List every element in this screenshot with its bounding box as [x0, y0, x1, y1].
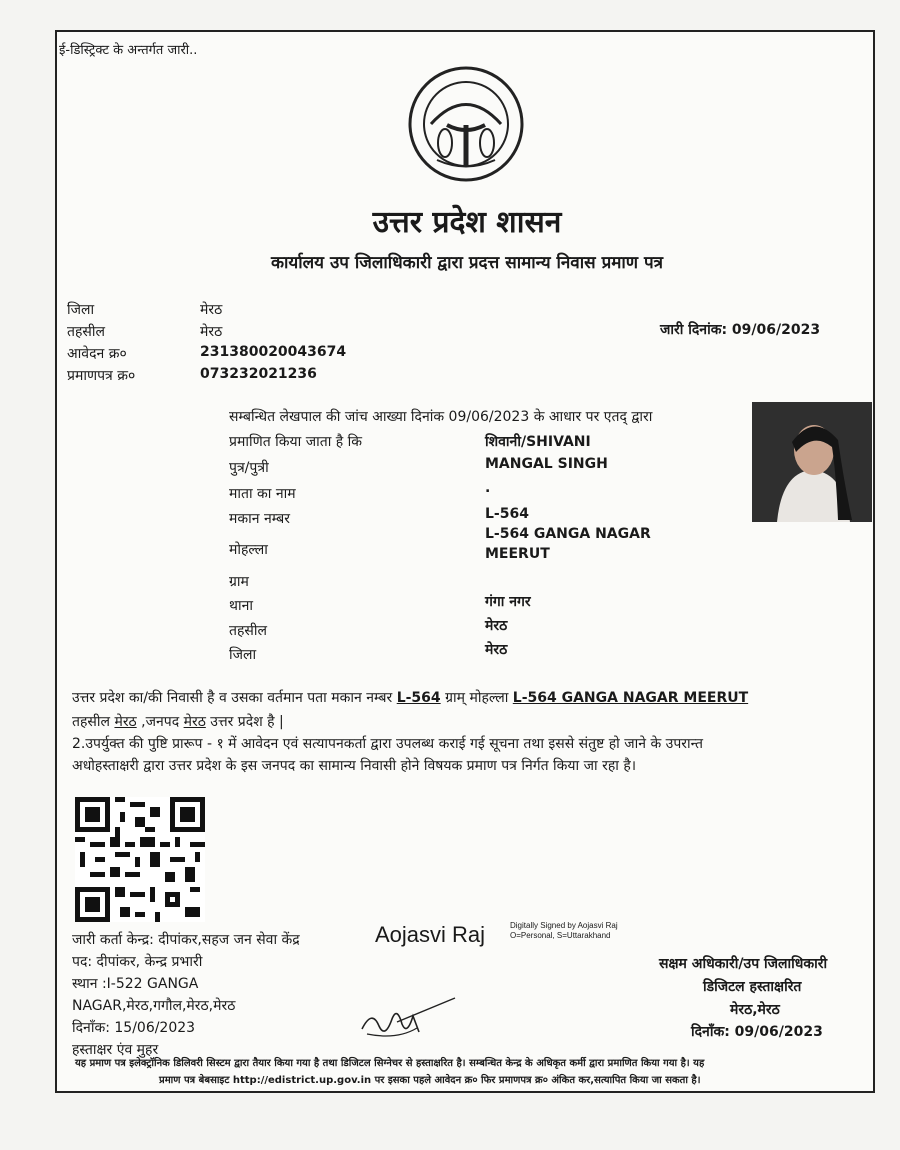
footer-note-line1: यह प्रमाण पत्र इलेक्ट्रॉनिक डिलिवरी सिस्टम द्वारा तैयार किया गया है तथा डिजिटल सिग्नेचर से हस्ताक्षरित है। सम्बन्धित केन्द्र के अधिकृत कर्मी द्वारा प्रमाणित किया गया है। यह	[75, 1058, 705, 1069]
digital-signature-line1: Digitally Signed by Aojasvi Raj	[510, 921, 618, 930]
detail-value: MANGAL SINGH	[485, 456, 608, 472]
detail-label: ग्राम	[229, 574, 249, 590]
header-note: ई-डिस्ट्रिक्ट के अन्तर्गत जारी..	[59, 43, 198, 58]
detail-value: .	[485, 480, 491, 496]
detail-value: मेरठ	[485, 618, 508, 634]
tehsil-value: मेरठ	[200, 324, 223, 340]
up-government-emblem	[407, 65, 525, 183]
detail-label: मोहल्ला	[229, 542, 268, 558]
certificate-no-value: 073232021236	[200, 366, 317, 382]
district-value: मेरठ	[200, 302, 223, 318]
intro-line: सम्बन्धित लेखपाल की जांच आख्या दिनांक 09/06/2023 के आधार पर एतद् द्वारा	[229, 409, 653, 425]
authority-date: दिनाँक: 09/06/2023	[691, 1024, 823, 1040]
certificate-subtitle: कार्यालय उप जिलाधिकारी द्वारा प्रदत्त सामान्य निवास प्रमाण पत्र	[270, 253, 664, 273]
authority-digital-signed: डिजिटल हस्ताक्षरित	[703, 979, 802, 995]
confirmation-line1: 2.उपर्युक्त की पुष्टि प्रारूप - १ में आवेदन एवं सत्यापनकर्ता द्वारा उपलब्ध कराई गई सूचना तथा इससे संतुष्ट हो जाने के उपरान्त	[72, 736, 703, 752]
issuer-date: दिनाँक: 15/06/2023	[72, 1020, 196, 1036]
detail-label: जिला	[229, 647, 257, 663]
footer-note-line2: प्रमाण पत्र बेबसाइट http://edistrict.up.gov.in पर इसका पहले आवेदन क्र० फिर प्रमाणपत्र क्र० अंकित कर,सत्यापित किया जा सकता है।	[159, 1075, 701, 1086]
confirmation-line2: अधोहस्ताक्षरी द्वारा उत्तर प्रदेश के इस जनपद का सामान्य निवासी होने विषयक प्रमाण पत्र निर्गत किया जा रहा है।	[72, 758, 637, 774]
detail-value-line2: MEERUT	[485, 546, 550, 562]
sign-and-seal-label: हस्ताक्षर एंव मुहर	[72, 1042, 159, 1058]
residence-district: मेरठ	[183, 714, 206, 730]
applicant-photo	[752, 402, 872, 522]
issuing-center: जारी कर्ता केन्द्र: दीपांकर,सहज जन सेवा केंद्र	[72, 932, 300, 948]
detail-value: मेरठ	[485, 642, 508, 658]
tehsil-label: तहसील	[67, 324, 105, 340]
detail-value: L-564 GANGA NAGAR	[485, 526, 651, 542]
detail-value: गंगा नगर	[485, 594, 531, 610]
residence-tehsil: मेरठ	[114, 714, 137, 730]
residence-paragraph: उत्तर प्रदेश का/की निवासी है व उसका वर्तमान पता मकान नम्बर L-564 ग्राम् मोहल्ला L-564 GANGA NAGAR MEERUT	[72, 690, 749, 706]
detail-label: मकान नम्बर	[229, 511, 291, 527]
issuer-place-line1: स्थान :I-522 GANGA	[72, 976, 199, 992]
application-no-label: आवेदन क्र०	[67, 346, 127, 362]
detail-label: थाना	[229, 598, 253, 614]
qr-code	[75, 797, 205, 922]
issuer-place-line2: NAGAR,मेरठ,गगौल,मेरठ,मेरठ	[72, 998, 236, 1014]
detail-value: L-564	[485, 506, 529, 522]
signatory-name: Aojasvi Raj	[375, 922, 486, 947]
issuer-post: पद: दीपांकर, केन्द्र प्रभारी	[72, 954, 203, 970]
residence-house-no: L-564	[396, 690, 441, 706]
certificate-no-label: प्रमाणपत्र क्र०	[67, 368, 136, 384]
handwritten-signature	[357, 994, 457, 1044]
certificate-title: उत्तर प्रदेश शासन	[372, 205, 562, 240]
residence-mohalla: L-564 GANGA NAGAR MEERUT	[512, 690, 749, 706]
authority-location: मेरठ,मेरठ	[730, 1002, 780, 1018]
authority-title: सक्षम अधिकारी/उप जिलाधिकारी	[659, 956, 828, 972]
district-label: जिला	[67, 302, 95, 318]
issue-date: जारी दिनांक: 09/06/2023	[660, 322, 821, 338]
detail-label: प्रमाणित किया जाता है कि	[229, 434, 363, 450]
detail-label: पुत्र/पुत्री	[229, 460, 269, 476]
digital-signature-line2: O=Personal, S=Uttarakhand	[510, 931, 611, 940]
residence-line2: तहसील मेरठ ,जनपद मेरठ उत्तर प्रदेश है |	[72, 714, 284, 730]
detail-label: माता का नाम	[229, 486, 296, 502]
application-no-value: 231380020043674	[200, 344, 347, 360]
certificate-page	[55, 30, 875, 1093]
detail-value: शिवानी/SHIVANI	[485, 434, 591, 450]
detail-label: तहसील	[229, 623, 267, 639]
